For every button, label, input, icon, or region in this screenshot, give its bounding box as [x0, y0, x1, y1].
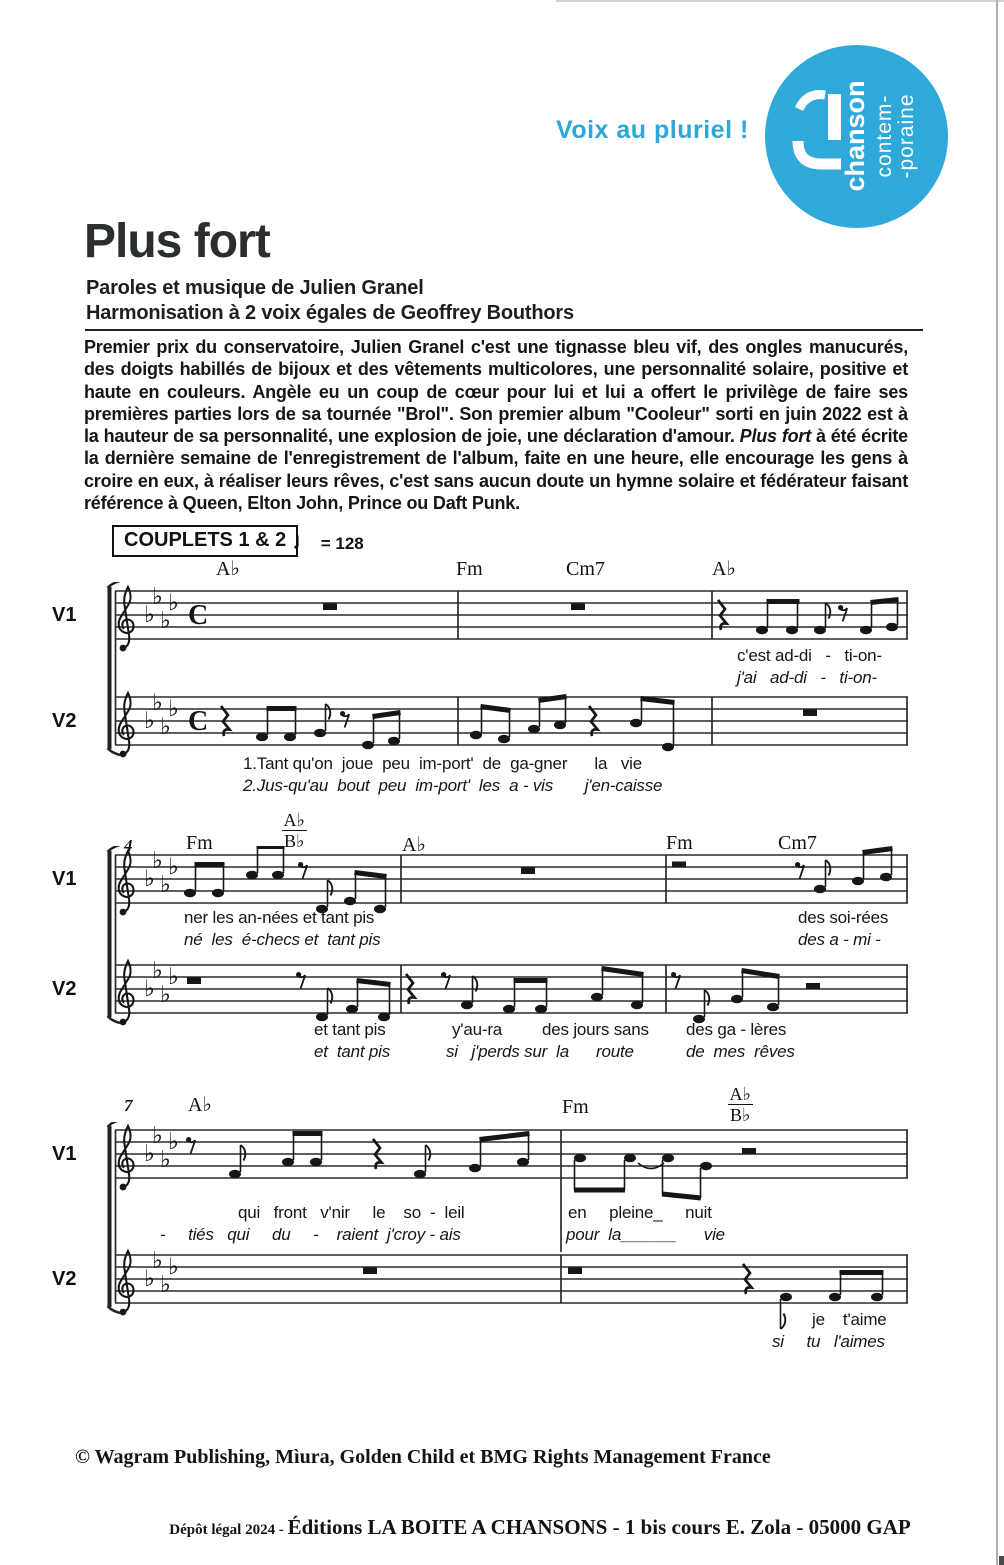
lyric-fragment-v2-verse1: y'au-ra	[452, 1020, 503, 1039]
chord-top: A♭	[283, 810, 305, 830]
chord-top: A♭	[729, 1084, 751, 1104]
scan-edge-line-top	[556, 0, 1004, 2]
scan-artifact-dot	[999, 1556, 1004, 1565]
lyric-fragment-v1-verse1: ner les an-nées et tant pis	[184, 908, 375, 927]
logo-word-chanson: chanson	[840, 80, 870, 192]
svg-text:♭: ♭	[152, 584, 163, 610]
chord-symbol: A♭	[216, 558, 240, 580]
chord-symbol: Fm	[666, 832, 693, 854]
voice-label-v1: V1	[52, 604, 77, 626]
intro-text-after: à été écrite la dernière semaine de l'enregistrement de l'album, faite en une heure, elle encourage les gens à croire en eux, à réaliser leurs rêves, c'est sans aucun doute un hymne solaire et fédérateur faisant référence à Queen, Elton John, Prince ou Daft Punk.	[84, 426, 908, 514]
song-title: Plus fort	[84, 215, 270, 268]
credit-composer: Paroles et musique de Julien Granel	[86, 277, 424, 299]
publisher-address: Éditions LA BOITE A CHANSONS - 1 bis cours E. Zola - 05000 GAP	[287, 1515, 911, 1539]
lyric-line-v2-verse1: je t'aime	[812, 1310, 887, 1329]
svg-text:♭: ♭	[144, 866, 155, 892]
lyric-fragment-v2-verse2: si j'perds sur la	[446, 1042, 570, 1061]
lyric-fragment-v1-verse2: pour la______ vie	[566, 1225, 725, 1244]
svg-text:♭: ♭	[160, 714, 171, 740]
svg-text:♭: ♭	[144, 976, 155, 1002]
svg-text:♭: ♭	[152, 848, 163, 874]
svg-text:♭: ♭	[152, 690, 163, 716]
chord-symbol-stacked	[728, 1084, 753, 1125]
chord-symbol-stacked	[282, 810, 307, 851]
title-divider	[85, 329, 923, 331]
tempo-marking	[292, 528, 364, 556]
svg-text:♭: ♭	[168, 1129, 179, 1155]
lyric-line-v1-verse1: c'est ad-di - ti-on-	[737, 646, 882, 665]
lyric-fragment-v1-verse2: - tiés qui du - raient j'croy - ais	[160, 1225, 461, 1244]
chord-symbol: A♭	[712, 558, 736, 580]
treble-clef-icon	[119, 587, 134, 651]
svg-text:C: C	[188, 706, 209, 737]
lyric-line-v2-verse1: 1.Tant qu'on joue peu im-port' de ga-gner la vie	[243, 754, 642, 773]
v1-clef-key	[119, 1123, 179, 1190]
treble-clef-icon	[119, 693, 134, 757]
treble-clef-icon	[119, 1126, 134, 1190]
intro-paragraph	[84, 336, 908, 514]
svg-text:♭: ♭	[168, 1254, 179, 1280]
measure-number: 7	[124, 1096, 133, 1115]
voice-label-v1: V1	[52, 1143, 77, 1165]
scan-edge-line-right	[996, 0, 998, 1565]
lyric-line-v2-verse2: si tu l'aimes	[772, 1332, 885, 1351]
system-3-bracket	[108, 1122, 121, 1313]
copyright-line: © Wagram Publishing, Mìura, Golden Child et BMG Rights Management France	[75, 1446, 771, 1468]
quarter-note-icon: ♩	[292, 528, 316, 555]
lyric-fragment-v2-verse1: des jours sans	[542, 1020, 649, 1039]
treble-clef-icon	[119, 961, 134, 1025]
lyric-fragment-v1-verse1: qui front v'nir le so - leil	[238, 1203, 465, 1222]
svg-text:C: C	[188, 600, 209, 631]
tempo-value: = 128	[320, 534, 364, 553]
svg-text:♭: ♭	[160, 1147, 171, 1173]
chord-bottom: B♭	[284, 831, 305, 851]
credit-arranger: Harmonisation à 2 voix égales de Geoffrey Bouthors	[86, 302, 574, 324]
chord-symbol: Cm7	[566, 558, 605, 580]
intro-text-before: Premier prix du conservatoire, Julien Granel c'est une tignasse bleu vif, des ongles manucurés, des doigts habillés de bijoux et des vêtements multicolores, une personnalité solaire, positive et haute en couleurs. Angèle eu un coup de cœur pour lui et lui a offert le privilège de faire ses premières parties lors de sa tournée "Brol". Son premier album "Cooleur" sorti en juin 2022 est à la hauteur de sa personnalité, une explosion de joie, une déclaration d'amour.	[84, 337, 908, 447]
chord-symbol: Fm	[562, 1096, 589, 1118]
logo-glyph-icon	[798, 94, 841, 164]
svg-text:♭: ♭	[144, 708, 155, 734]
chord-symbol: Fm	[456, 558, 483, 580]
chord-symbol: A♭	[402, 834, 426, 856]
chord-symbol: Fm	[186, 832, 213, 854]
treble-clef-icon	[119, 1251, 134, 1315]
svg-text:♭: ♭	[168, 696, 179, 722]
lyric-line-v1-verse2: j'ai ad-di - ti-on-	[737, 668, 877, 687]
svg-text:♭: ♭	[152, 958, 163, 984]
chord-bottom: B♭	[730, 1105, 751, 1125]
logo-graphic	[765, 45, 948, 228]
logo-word-contem: contem-	[873, 94, 896, 178]
lyric-line-v2-verse2: 2.Jus-qu'au bout peu im-port' les a - vis j'en-caisse	[243, 776, 663, 795]
legal-footer	[135, 1515, 945, 1540]
v1-notes	[323, 599, 899, 634]
v2-notes	[363, 1264, 884, 1329]
lyric-fragment-v1-verse1: en pleine_ nuit	[568, 1203, 712, 1222]
section-marker-box: COUPLETS 1 & 2	[112, 525, 298, 557]
publisher-logo	[765, 45, 948, 228]
v2-notes	[187, 968, 820, 1023]
svg-text:♭: ♭	[160, 1272, 171, 1298]
voice-label-v1: V1	[52, 868, 77, 890]
logo-word-poraine: -poraine	[895, 93, 918, 179]
v1-clef-key	[119, 848, 179, 915]
svg-text:♭: ♭	[144, 1266, 155, 1292]
svg-text:♭: ♭	[168, 590, 179, 616]
lyric-fragment-v1-verse2: né les é-checs et tant pis	[184, 930, 381, 949]
svg-text:♭: ♭	[144, 1141, 155, 1167]
v2-notes	[221, 696, 817, 751]
svg-text:♭: ♭	[152, 1248, 163, 1274]
v2-clef-key-time	[119, 690, 209, 757]
v2-clef-key	[119, 1248, 179, 1315]
chord-symbol: A♭	[188, 1094, 212, 1116]
voice-label-v2: V2	[52, 978, 77, 1000]
svg-text:♭: ♭	[144, 602, 155, 628]
chord-symbol: Cm7	[778, 832, 817, 854]
svg-text:♭: ♭	[152, 1123, 163, 1149]
staff-v1-lines	[115, 855, 908, 903]
voice-label-v2: V2	[52, 1268, 77, 1290]
intro-song-title-italic: Plus fort	[739, 426, 812, 447]
svg-text:♭: ♭	[160, 872, 171, 898]
voice-label-v2: V2	[52, 710, 77, 732]
svg-text:♭: ♭	[160, 608, 171, 634]
lyric-fragment-v2-verse2: route	[596, 1042, 634, 1061]
v2-clef-key	[119, 958, 179, 1025]
svg-text:♭: ♭	[160, 982, 171, 1008]
legal-deposit: Dépôt légal 2024 -	[169, 1522, 288, 1538]
svg-text:♭: ♭	[168, 854, 179, 880]
v1-clef-key-time	[119, 584, 209, 651]
lyric-fragment-v1-verse1: des soi-rées	[798, 908, 889, 927]
treble-clef-icon	[119, 851, 134, 915]
lyric-fragment-v2-verse1: et tant pis	[314, 1020, 386, 1039]
lyric-fragment-v1-verse2: des a - mi -	[798, 930, 881, 949]
lyric-fragment-v2-verse2: de mes rêves	[686, 1042, 795, 1061]
lyric-fragment-v2-verse2: et tant pis	[314, 1042, 391, 1061]
tagline: Voix au pluriel !	[556, 116, 749, 144]
staff-v2-lines	[115, 697, 908, 745]
measure-number: 4	[124, 836, 133, 855]
svg-text:♭: ♭	[168, 964, 179, 990]
lyric-fragment-v2-verse1: des ga - lères	[686, 1020, 787, 1039]
